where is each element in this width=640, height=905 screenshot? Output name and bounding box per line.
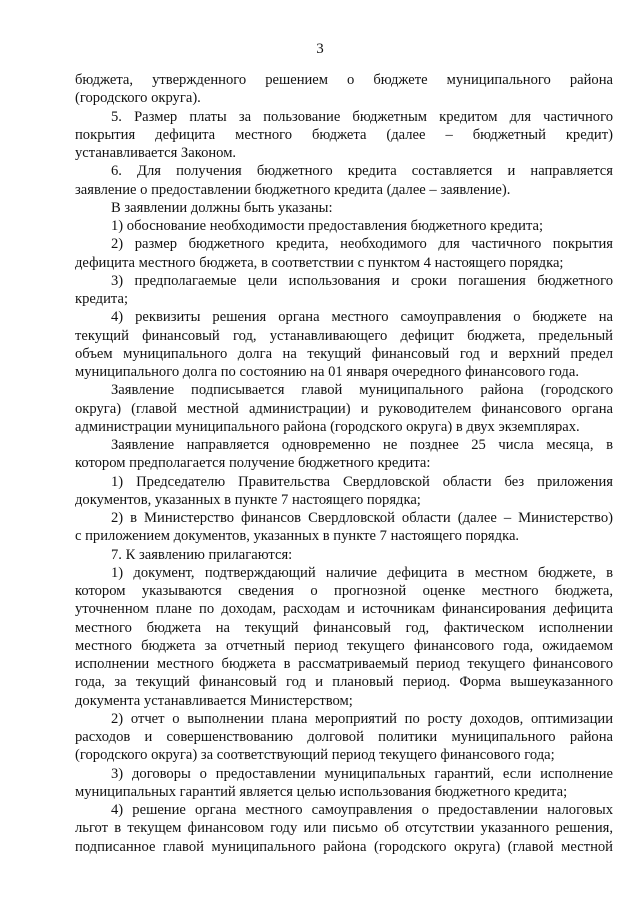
paragraph [75, 162, 613, 199]
paragraph [75, 765, 613, 802]
text-line: 3) предполагаемые цели использования и сроки погашения бюджетного [111, 272, 613, 289]
text-line: уточненном плане по доходам, расходам и источникам финансирования дефицита [75, 601, 613, 618]
text-line: 2) отчет о выполнении плана мероприятий по росту доходов, оптимизации [111, 710, 613, 727]
paragraph [75, 71, 613, 108]
text-line: расходов и совершенствованию долговой политики муниципального района [75, 729, 613, 745]
paragraph [75, 199, 613, 217]
paragraph [75, 381, 613, 436]
paragraph [75, 546, 613, 564]
text-line: покрытия дефицита местного бюджета (далее – бюджетный кредит) [75, 126, 613, 143]
paragraph [75, 801, 613, 856]
text-line: льгот в текущем финансовом году или письмо об отсутствии указанного решения, [75, 820, 613, 837]
text-line: 1) документ, подтверждающий наличие дефицита в местном бюджете, в [111, 564, 613, 581]
text-line: исполнении местного бюджета в рассматриваемый период текущего финансового [75, 656, 613, 672]
text-line: дефицита местного бюджета, в соответствии с пунктом 4 настоящего порядка; [75, 254, 564, 271]
text-line: 4) реквизиты решения органа местного самоуправления о бюджете на [111, 309, 613, 326]
text-line: устанавливается Законом. [75, 145, 237, 161]
text-line: 2) в Министерство финансов Свердловской области (далее – Министерство) [111, 510, 613, 526]
paragraph [75, 235, 613, 272]
text-line: (городского округа) за соответствующий период текущего финансового года; [75, 747, 555, 764]
paragraph [75, 272, 613, 309]
text-line: округа) (главой местной администрации) и руководителем финансового органа [75, 400, 613, 417]
text-line: местного бюджета за отчетный период текущего финансового года, ожидаемом [75, 637, 613, 654]
text-line: подписанное главой муниципального района (городского округа) (главой местной [75, 838, 613, 855]
text-line: 7. К заявлению прилагаются: [111, 546, 293, 563]
paragraph [75, 509, 613, 546]
text-line: (городского округа). [75, 90, 201, 107]
paragraph [75, 108, 613, 163]
text-line: местного бюджета на текущий финансовый год, фактическом исполнении [75, 619, 613, 636]
paragraph [75, 217, 613, 235]
text-line: муниципального долга по состоянию на 01 января очередного финансового года. [75, 364, 579, 380]
text-line: администрации муниципального района (городского округа) в двух экземплярах. [75, 418, 580, 435]
text-line: года, за текущий финансовый год и плановый период. Форма вышеуказанного [75, 674, 613, 691]
text-line: Заявление подписывается главой муниципального района (городского [111, 382, 613, 399]
text-line: документов, указанных в пункте 7 настоящего порядка; [75, 491, 421, 508]
paragraph [75, 710, 613, 765]
page-number: 3 [316, 41, 324, 57]
text-line: 1) Председателю Правительства Свердловской области без приложения [111, 473, 613, 490]
paragraph [75, 564, 613, 710]
paragraph [75, 436, 613, 473]
text-line: кредита; [75, 291, 128, 307]
paragraph [75, 308, 613, 381]
text-line: 6. Для получения бюджетного кредита составляется и направляется [111, 163, 613, 180]
text-line: 3) договоры о предоставлении муниципальных гарантий, если исполнение [111, 765, 613, 782]
text-line: текущий финансовый год, устанавливающего дефицит бюджета, предельный [75, 327, 613, 344]
text-line: заявление о предоставлении бюджетного кредита (далее – заявление). [75, 181, 511, 198]
text-line: муниципальных гарантий является целью использования бюджетного кредита; [75, 783, 568, 800]
paragraph [75, 473, 613, 510]
text-line: Заявление направляется одновременно не позднее 25 числа месяца, в [111, 437, 613, 453]
text-line: котором указываются сведения о прогнозной оценке местного бюджета, [75, 583, 613, 599]
text-line: документа устанавливается Министерством; [75, 692, 353, 709]
text-line: 5. Размер платы за пользование бюджетным кредитом для частичного [111, 108, 613, 125]
document-body [75, 71, 613, 856]
text-line: В заявлении должны быть указаны: [111, 199, 333, 216]
text-line: 1) обоснование необходимости предоставления бюджетного кредита; [111, 218, 544, 234]
text-line: с приложением документов, указанных в пункте 7 настоящего порядка. [75, 528, 520, 545]
text-line: объем муниципального долга на текущий финансовый год и верхний предел [75, 345, 613, 362]
text-line: бюджета, утвержденного решением о бюджете муниципального района [75, 72, 613, 88]
text-line: 2) размер бюджетного кредита, необходимого для частичного покрытия [111, 236, 613, 253]
text-line: котором предполагается получение бюджетного кредита: [75, 455, 431, 472]
text-line: 4) решение органа местного самоуправления о предоставлении налоговых [111, 802, 613, 818]
